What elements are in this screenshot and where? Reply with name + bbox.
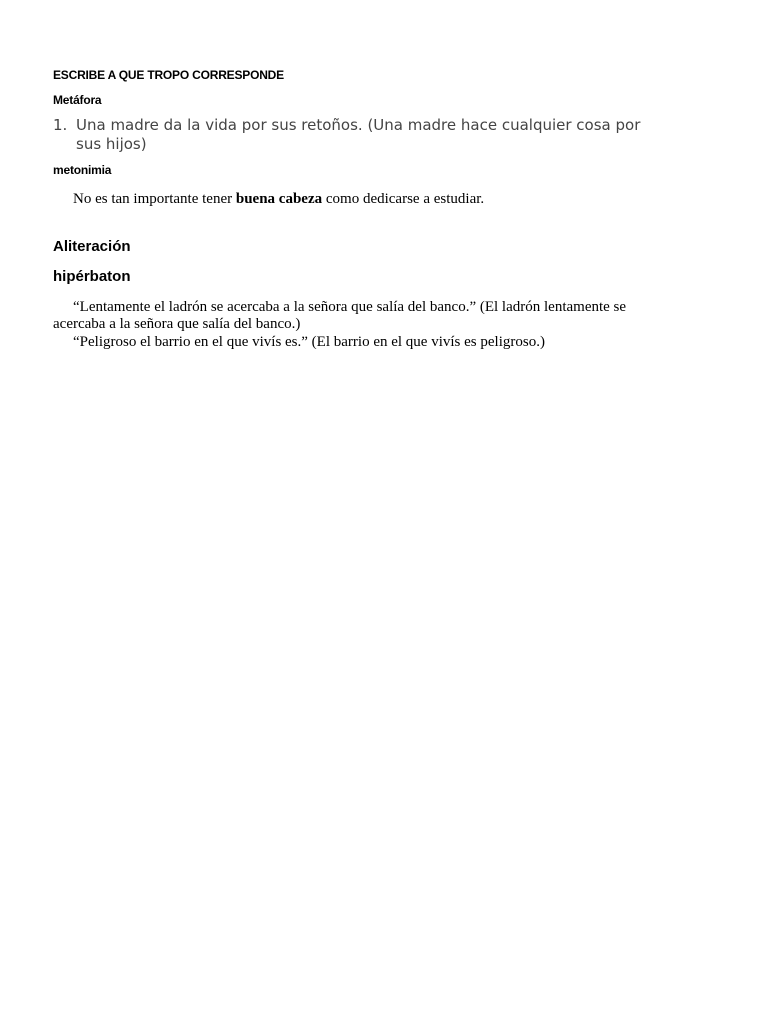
metonimia-text-after: como dedicarse a estudiar. bbox=[322, 191, 485, 207]
hiperbaton-example-1: “Lentamente el ladrón se acercaba a la señora que salía del banco.” (El ladrón lentamente se acercaba a la señora que salía del banco.) bbox=[53, 299, 627, 332]
metonimia-label: metonimia bbox=[53, 163, 112, 177]
list-item-text: Una madre da la vida por sus retoños. (Una madre hace cualquier cosa por sus hijos) bbox=[76, 116, 641, 153]
hiperbaton-label: hipérbaton bbox=[53, 268, 131, 285]
metonimia-text-bold: buena cabeza bbox=[235, 191, 323, 207]
metafora-list-item bbox=[53, 116, 653, 154]
metonimia-text-before: No es tan importante tener bbox=[73, 191, 236, 207]
list-item-number: 1. bbox=[53, 116, 68, 134]
worksheet-heading: ESCRIBE A QUE TROPO CORRESPONDE bbox=[53, 68, 284, 82]
metafora-label: Metáfora bbox=[53, 93, 102, 107]
hiperbaton-example-2: “Peligroso el barrio en el que vivís es.” (El barrio en el que vivís es peligroso.) bbox=[73, 334, 545, 350]
aliteracion-label: Aliteración bbox=[53, 238, 131, 255]
metonimia-example bbox=[53, 191, 653, 208]
